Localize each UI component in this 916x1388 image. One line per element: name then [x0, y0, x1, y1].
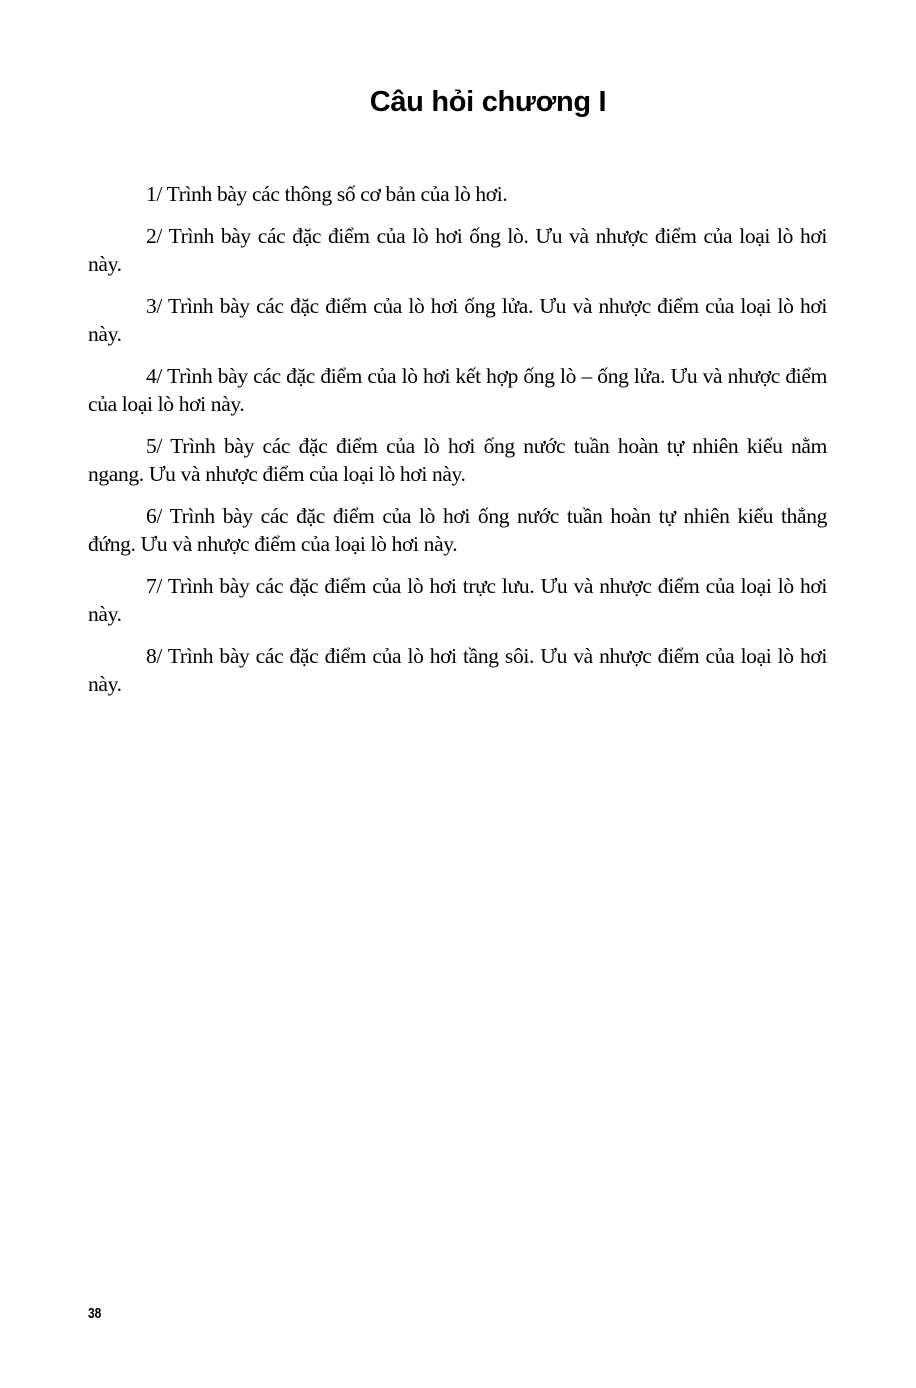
question-text: Trình bày các đặc điểm của lò hơi ống lò. Ưu và nhược điểm của loại lò hơi này.: [88, 223, 828, 276]
question-text: Trình bày các đặc điểm của lò hơi ống nước tuần hoàn tự nhiên kiểu thẳng đứng. Ưu và nhược điểm của loại lò hơi này.: [88, 503, 827, 556]
question-item: [88, 292, 827, 349]
question-item: [88, 362, 827, 419]
question-item: [88, 222, 827, 279]
question-item: [88, 432, 827, 489]
question-number: 5/: [146, 433, 163, 458]
question-number: 1/: [146, 182, 163, 206]
question-item: [88, 502, 827, 559]
question-text: Trình bày các đặc điểm của lò hơi ống nước tuần hoàn tự nhiên kiểu nằm ngang. Ưu và nhược điểm của loại lò hơi này.: [88, 433, 827, 486]
question-number: 2/: [146, 223, 163, 248]
question-item: [88, 642, 827, 699]
page-number: 38: [88, 1305, 102, 1322]
question-number: 3/: [146, 293, 163, 318]
question-text: Trình bày các đặc điểm của lò hơi tầng sôi. Ưu và nhược điểm của loại lò hơi này.: [88, 643, 827, 696]
question-number: 4/: [146, 363, 163, 388]
question-item: [88, 572, 827, 629]
question-list: [88, 180, 827, 712]
question-number: 8/: [146, 643, 163, 668]
question-number: 7/: [146, 573, 163, 598]
question-text: Trình bày các đặc điểm của lò hơi ống lửa. Ưu và nhược điểm của loại lò hơi này.: [88, 293, 828, 346]
question-number: 6/: [146, 503, 163, 528]
question-text: Trình bày các thông số cơ bản của lò hơi.: [166, 182, 508, 206]
question-text: Trình bày các đặc điểm của lò hơi kết hợp ống lò – ống lửa. Ưu và nhược điểm của loại lò hơi này.: [88, 363, 827, 416]
question-item: [88, 180, 827, 209]
page-title: Câu hỏi chương I: [369, 86, 607, 118]
question-text: Trình bày các đặc điểm của lò hơi trực lưu. Ưu và nhược điểm của loại lò hơi này.: [88, 573, 827, 626]
